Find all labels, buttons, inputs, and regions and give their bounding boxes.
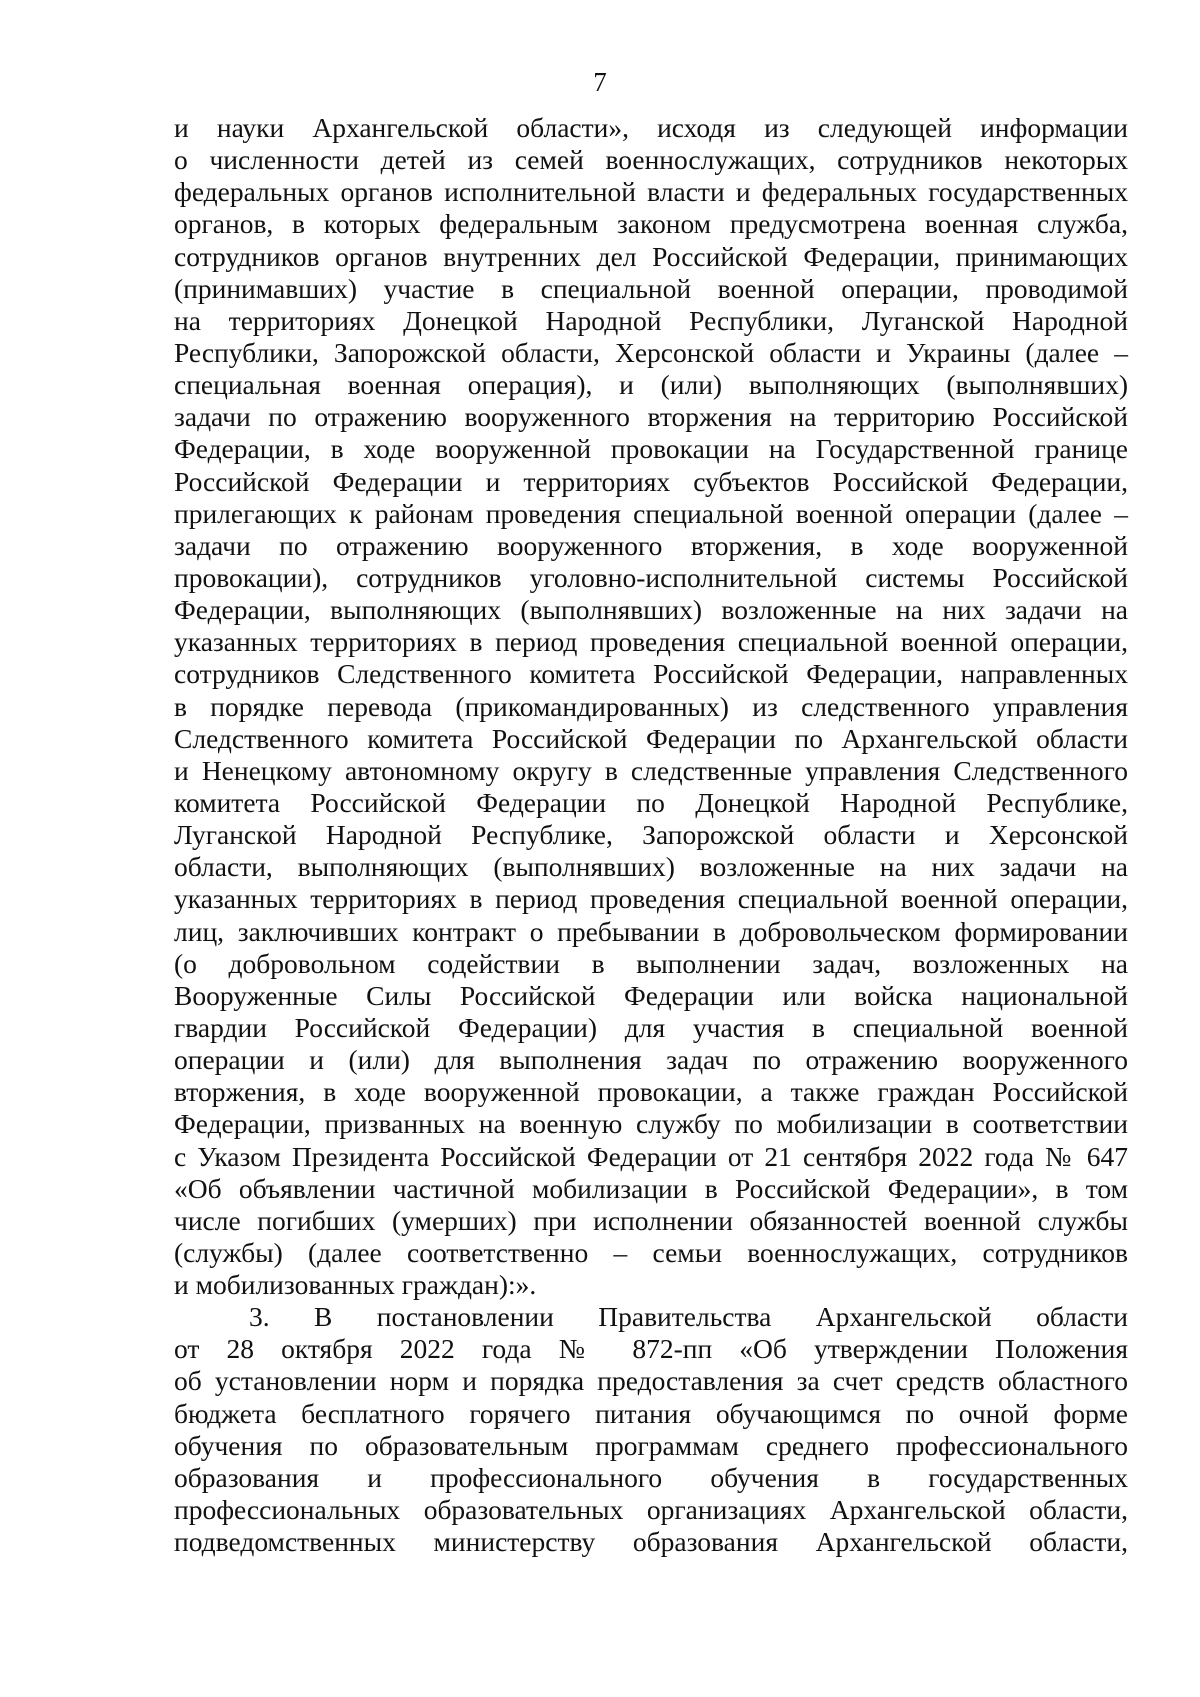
- text-line: прилегающих к районам проведения специальной военной операции (далее –: [174, 497, 1128, 529]
- text-line: обучения по образовательным программам среднего профессионального: [174, 1429, 1128, 1461]
- text-line: «Об объявлении частичной мобилизации в Российской Федерации», в том: [174, 1172, 1128, 1204]
- page-number: 7: [593, 67, 607, 97]
- text-line: 3. В постановлении Правительства Архангельской области: [249, 1301, 1128, 1333]
- text-line: и Ненецкому автономному округу в следственные управления Следственного: [174, 754, 1128, 786]
- text-line: указанных территориях в период проведения специальной военной операции,: [174, 626, 1128, 658]
- text-line: указанных территориях в период проведения специальной военной операции,: [174, 883, 1128, 915]
- text-line: операции и (или) для выполнения задач по отражению вооруженного: [174, 1044, 1128, 1076]
- text-line: специальная военная операция), и (или) выполняющих (выполнявших): [174, 369, 1128, 401]
- text-line: сотрудников органов внутренних дел Российской Федерации, принимающих: [174, 240, 1128, 272]
- text-line: (службы) (далее соответственно – семьи военнослужащих, сотрудников: [174, 1236, 1128, 1268]
- text-line: и мобилизованных граждан):».: [174, 1269, 537, 1301]
- text-line: Вооруженные Силы Российской Федерации или войска национальной: [174, 979, 1128, 1011]
- text-line: с Указом Президента Российской Федерации от 21 сентября 2022 года № 647: [174, 1140, 1128, 1172]
- text-line: провокации), сотрудников уголовно-исполнительной системы Российской: [174, 561, 1128, 593]
- paragraph-item-3: [174, 1301, 1128, 1558]
- document-body: [174, 112, 1128, 1558]
- text-line: на территориях Донецкой Народной Республики, Луганской Народной: [174, 304, 1128, 336]
- text-line: области, выполняющих (выполнявших) возложенные на них задачи на: [174, 851, 1128, 883]
- text-line: федеральных органов исполнительной власти и федеральных государственных: [174, 176, 1128, 208]
- text-line: комитета Российской Федерации по Донецкой Народной Республике,: [174, 786, 1128, 818]
- text-line: Республики, Запорожской области, Херсонской области и Украины (далее –: [174, 336, 1128, 368]
- paragraph-continuation: [174, 112, 1128, 1301]
- text-line: подведомственных министерству образования Архангельской области,: [174, 1526, 1128, 1558]
- text-line: Следственного комитета Российской Федерации по Архангельской области: [174, 722, 1128, 754]
- text-line: образования и профессионального обучения в государственных: [174, 1461, 1128, 1493]
- text-line: об установлении норм и порядка предоставления за счет средств областного: [174, 1365, 1128, 1397]
- text-line: Федерации, выполняющих (выполнявших) возложенные на них задачи на: [174, 594, 1128, 626]
- text-line: числе погибших (умерших) при исполнении обязанностей военной службы: [174, 1204, 1128, 1236]
- text-line: (о добровольном содействии в выполнении задач, возложенных на: [174, 947, 1128, 979]
- text-line: сотрудников Следственного комитета Российской Федерации, направленных: [174, 658, 1128, 690]
- text-line: профессиональных образовательных организациях Архангельской области,: [174, 1494, 1128, 1526]
- text-line: бюджета бесплатного горячего питания обучающимся по очной форме: [174, 1397, 1128, 1429]
- text-line: лиц, заключивших контракт о пребывании в добровольческом формировании: [174, 915, 1128, 947]
- text-line: и науки Архангельской области», исходя из следующей информации: [174, 112, 1128, 143]
- text-line: (принимавших) участие в специальной военной операции, проводимой: [174, 272, 1128, 304]
- text-line: в порядке перевода (прикомандированных) из следственного управления: [174, 690, 1128, 722]
- text-line: о численности детей из семей военнослужащих, сотрудников некоторых: [174, 144, 1128, 176]
- text-line: задачи по отражению вооруженного вторжения, в ходе вооруженной: [174, 529, 1128, 561]
- text-line: Луганской Народной Республике, Запорожской области и Херсонской: [174, 819, 1128, 851]
- text-line: гвардии Российской Федерации) для участия в специальной военной: [174, 1011, 1128, 1043]
- text-line: Федерации, в ходе вооруженной провокации на Государственной границе: [174, 433, 1128, 465]
- text-line: органов, в которых федеральным законом предусмотрена военная служба,: [174, 208, 1128, 240]
- text-line: задачи по отражению вооруженного вторжения на территорию Российской: [174, 401, 1128, 433]
- text-line: вторжения, в ходе вооруженной провокации, а также граждан Российской: [174, 1076, 1128, 1108]
- text-line: Федерации, призванных на военную службу по мобилизации в соответствии: [174, 1108, 1128, 1140]
- text-line: Российской Федерации и территориях субъектов Российской Федерации,: [174, 465, 1128, 497]
- text-line: от 28 октября 2022 года № 872-пп «Об утверждении Положения: [174, 1333, 1128, 1365]
